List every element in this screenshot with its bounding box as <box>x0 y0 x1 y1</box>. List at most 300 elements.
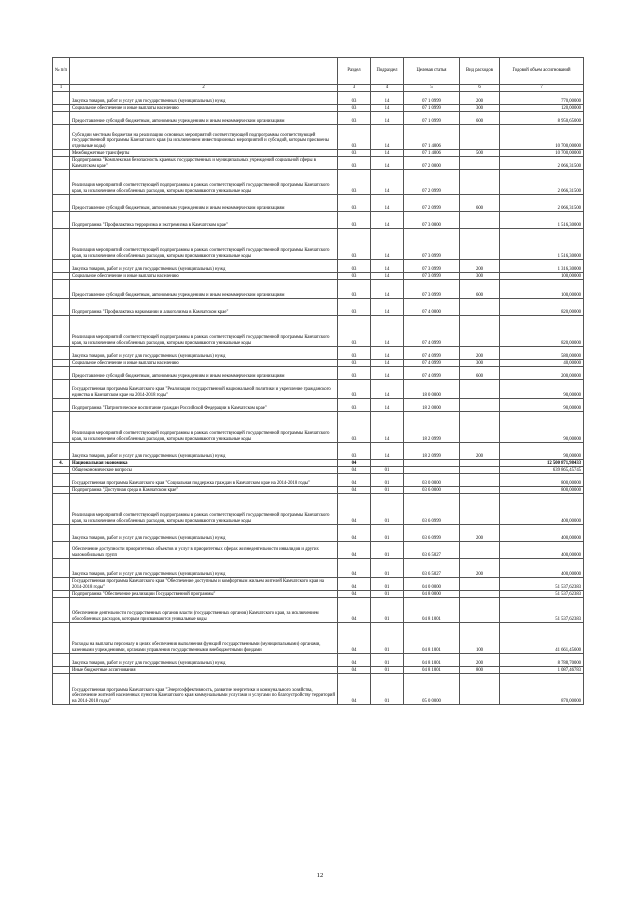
table-row <box>53 591 584 598</box>
cell-target-article: 07 4 0999 <box>404 316 460 347</box>
cell-amount: 100,00000 <box>500 280 584 299</box>
cell-num <box>53 598 70 623</box>
table-row <box>53 380 584 399</box>
cell-expense-type: 600 <box>460 367 500 380</box>
cell-name: Реализация мероприятий соответствующей подпрограммы в рамках соответствующей государственной программы Камчатского края, за исключением обособленных расходов, которым присваиваются уникальные коды <box>70 170 338 195</box>
cell-podrazdel: 14 <box>371 170 404 195</box>
table-row <box>53 460 584 467</box>
cell-name: Межбюджетные трансферты <box>70 150 338 157</box>
table-row <box>53 367 584 380</box>
cell-podrazdel: 01 <box>371 467 404 474</box>
cell-expense-type <box>460 316 500 347</box>
cell-amount: 10 700,00000 <box>500 150 584 157</box>
cell-amount: 800,00000 <box>500 487 584 494</box>
cell-podrazdel <box>371 460 404 467</box>
cell-razdel: 04 <box>338 467 371 474</box>
cell-num <box>53 667 70 674</box>
header-num: № п/п <box>53 58 70 85</box>
cell-name: Подпрограмма "Профилактика терроризма и экстремизма в Камчатском крае" <box>70 212 338 229</box>
cell-name: Подпрограмма "Профилактика наркомании и алкоголизма в Камчатском крае" <box>70 299 338 316</box>
cell-name: Субсидии местным бюджетам на реализацию основных мероприятий соответствующей подпрограммы соответствующей государственной программы Камчатского края (за исключением инвестиционных мероприятий и субсидий, которым присвоены отдельные коды) <box>70 125 338 150</box>
cell-podrazdel: 14 <box>371 299 404 316</box>
cell-name: Социальное обеспечение и иные выплаты населению <box>70 360 338 367</box>
table-row <box>53 654 584 667</box>
cell-target-article: 07 3 0999 <box>404 280 460 299</box>
cell-podrazdel: 01 <box>371 578 404 591</box>
cell-name: Общеэкономические вопросы <box>70 467 338 474</box>
cell-expense-type: 500 <box>460 150 500 157</box>
column-number: 4 <box>371 85 404 92</box>
cell-razdel: 04 <box>338 474 371 487</box>
cell-num <box>53 170 70 195</box>
cell-target-article: 07 2 0000 <box>404 157 460 170</box>
cell-amount: 1 087,46783 <box>500 667 584 674</box>
cell-name: Социальное обеспечение и иные выплаты населению <box>70 105 338 112</box>
table-row <box>53 347 584 360</box>
cell-podrazdel: 14 <box>371 399 404 412</box>
cell-target-article: 04 8 1001 <box>404 623 460 654</box>
cell-razdel: 03 <box>338 443 371 460</box>
page-number: 12 <box>316 872 324 879</box>
cell-podrazdel: 14 <box>371 412 404 443</box>
cell-expense-type: 600 <box>460 195 500 212</box>
cell-amount: 2 066,31500 <box>500 195 584 212</box>
cell-target-article: 03 0 0000 <box>404 474 460 487</box>
cell-amount: 1 516,30000 <box>500 229 584 260</box>
column-number: 3 <box>338 85 371 92</box>
table-row <box>53 157 584 170</box>
cell-podrazdel: 14 <box>371 212 404 229</box>
cell-amount: 1 316,30000 <box>500 260 584 273</box>
cell-target-article: 07 1 4006 <box>404 150 460 157</box>
cell-podrazdel: 14 <box>371 360 404 367</box>
cell-num <box>53 112 70 125</box>
cell-razdel: 03 <box>338 347 371 360</box>
cell-num <box>53 542 70 559</box>
cell-amount: 12 500 871,98433 <box>500 460 584 467</box>
cell-name: Реализация мероприятий соответствующей подпрограммы в рамках соответствующей государственной программы Камчатского края, за исключением обособленных расходов, которым присваиваются уникальные коды <box>70 316 338 347</box>
cell-expense-type <box>460 598 500 623</box>
cell-podrazdel: 01 <box>371 654 404 667</box>
cell-podrazdel: 14 <box>371 229 404 260</box>
cell-razdel: 04 <box>338 591 371 598</box>
cell-num <box>53 280 70 299</box>
cell-amount: 8 950,65000 <box>500 112 584 125</box>
cell-expense-type <box>460 299 500 316</box>
column-number: 7 <box>500 85 584 92</box>
cell-num <box>53 674 70 705</box>
cell-podrazdel: 14 <box>371 273 404 280</box>
cell-amount: 120,00000 <box>500 105 584 112</box>
cell-razdel: 04 <box>338 494 371 525</box>
table-row <box>53 195 584 212</box>
cell-name: Расходы на выплаты персоналу в целях обеспечения выполнения функций государственными (муниципальными) органами, казенными учреждениями, органами управления государственными внебюджетными фондами <box>70 623 338 654</box>
cell-target-article: 07 2 0999 <box>404 170 460 195</box>
cell-target-article: 05 0 0000 <box>404 674 460 705</box>
cell-amount: 870,00000 <box>500 674 584 705</box>
cell-name: Государственная программа Камчатского края "Социальная поддержка граждан в Камчатском крае на 2014-2018 годы" <box>70 474 338 487</box>
cell-name: Иные бюджетные ассигнования <box>70 667 338 674</box>
cell-amount: 40,00000 <box>500 360 584 367</box>
cell-target-article: 18 0 0000 <box>404 380 460 399</box>
cell-expense-type: 300 <box>460 360 500 367</box>
cell-target-article: 18 2 0999 <box>404 412 460 443</box>
cell-expense-type: 200 <box>460 559 500 578</box>
table-row <box>53 170 584 195</box>
cell-target-article: 04 0 0000 <box>404 578 460 591</box>
cell-razdel: 04 <box>338 525 371 542</box>
cell-podrazdel: 14 <box>371 260 404 273</box>
cell-name: Национальная экономика <box>70 460 338 467</box>
table-row <box>53 412 584 443</box>
cell-name: Государственная программа Камчатского края "Обеспечение доступным и комфортным жильем жителей Камчатского края на 2014-2018 годы" <box>70 578 338 591</box>
cell-target-article: 07 4 0999 <box>404 360 460 367</box>
header-name <box>70 58 338 85</box>
cell-num <box>53 195 70 212</box>
cell-amount: 51 537,62383 <box>500 598 584 623</box>
cell-name: Предоставление субсидий бюджетным, автономным учреждениям и иным некоммерческим организациям <box>70 112 338 125</box>
table-row <box>53 280 584 299</box>
cell-razdel: 03 <box>338 229 371 260</box>
cell-num <box>53 105 70 112</box>
cell-razdel: 04 <box>338 542 371 559</box>
cell-name: Закупка товаров, работ и услуг для государственных (муниципальных) нужд <box>70 525 338 542</box>
cell-razdel: 03 <box>338 92 371 105</box>
cell-name: Предоставление субсидий бюджетным, автономным учреждениям и иным некоммерческим организациям <box>70 280 338 299</box>
cell-razdel: 03 <box>338 299 371 316</box>
cell-amount: 820,00000 <box>500 299 584 316</box>
cell-expense-type <box>460 578 500 591</box>
table-row <box>53 623 584 654</box>
cell-name: Закупка товаров, работ и услуг для государственных (муниципальных) нужд <box>70 654 338 667</box>
cell-name: Подпрограмма "Комплексная безопасность краевых государственных и муниципальных учреждений социальной сферы в Камчатском крае" <box>70 157 338 170</box>
table-row <box>53 399 584 412</box>
cell-expense-type <box>460 474 500 487</box>
cell-amount: 90,00000 <box>500 399 584 412</box>
cell-num <box>53 467 70 474</box>
cell-podrazdel: 14 <box>371 195 404 212</box>
table-row <box>53 525 584 542</box>
cell-name: Реализация мероприятий соответствующей подпрограммы в рамках соответствующей государственной программы Камчатского края, за исключением обособленных расходов, которым присваиваются уникальные коды <box>70 494 338 525</box>
cell-amount: 51 537,62383 <box>500 591 584 598</box>
table-row <box>53 260 584 273</box>
cell-name: Обеспечение деятельности государственных органов власти (государственных органов) Камчатского края, за исключением обособленных расходов, которым присваиваются уникальные коды <box>70 598 338 623</box>
column-number: 5 <box>404 85 460 92</box>
cell-podrazdel: 14 <box>371 112 404 125</box>
cell-amount: 90,00000 <box>500 443 584 460</box>
cell-expense-type <box>460 212 500 229</box>
cell-podrazdel: 14 <box>371 125 404 150</box>
cell-target-article: 03 6 0999 <box>404 525 460 542</box>
cell-name: Реализация мероприятий соответствующей подпрограммы в рамках соответствующей государственной программы Камчатского края, за исключением обособленных расходов, которым присваиваются уникальные коды <box>70 412 338 443</box>
cell-razdel: 03 <box>338 105 371 112</box>
cell-razdel: 04 <box>338 667 371 674</box>
cell-target-article: 07 1 0999 <box>404 92 460 105</box>
table-body <box>53 92 584 705</box>
cell-num <box>53 494 70 525</box>
cell-podrazdel: 14 <box>371 280 404 299</box>
table-row <box>53 316 584 347</box>
cell-name: Закупка товаров, работ и услуг для государственных (муниципальных) нужд <box>70 92 338 105</box>
cell-name: Обеспечение доступности приоритетных объектов и услуг в приоритетных сферах жизнедеятельности инвалидов и других маломобильных групп <box>70 542 338 559</box>
cell-target-article: 03 6 0999 <box>404 494 460 525</box>
cell-amount: 820,00000 <box>500 316 584 347</box>
cell-name: Закупка товаров, работ и услуг для государственных (муниципальных) нужд <box>70 347 338 360</box>
cell-amount: 639 865,45745 <box>500 467 584 474</box>
cell-amount: 200,00000 <box>500 367 584 380</box>
cell-target-article: 07 1 4006 <box>404 125 460 150</box>
cell-name: Закупка товаров, работ и услуг для государственных (муниципальных) нужд <box>70 559 338 578</box>
cell-expense-type: 200 <box>460 92 500 105</box>
cell-expense-type <box>460 125 500 150</box>
table-row <box>53 299 584 316</box>
cell-podrazdel: 01 <box>371 667 404 674</box>
cell-name: Подпрограмма "Обеспечение реализации Государственной программы" <box>70 591 338 598</box>
cell-expense-type: 600 <box>460 280 500 299</box>
header-podrazdel: Подраздел <box>371 58 404 85</box>
cell-target-article: 07 4 0999 <box>404 367 460 380</box>
cell-amount: 2 066,31500 <box>500 170 584 195</box>
cell-name: Государственная программа Камчатского края "Энергоэффективность, развитие энергетики и коммунального хозяйства, обеспечение жителей населенных пунктов Камчатского края коммунальными услугами и услугами по благоустройству территорий на 2014-2018 годы" <box>70 674 338 705</box>
cell-target-article: 04 8 0000 <box>404 591 460 598</box>
cell-podrazdel: 14 <box>371 367 404 380</box>
header-razdel: Раздел <box>338 58 371 85</box>
table-row <box>53 273 584 280</box>
cell-num <box>53 299 70 316</box>
cell-amount: 770,00000 <box>500 92 584 105</box>
cell-amount: 400,00000 <box>500 494 584 525</box>
cell-num <box>53 578 70 591</box>
cell-target-article: 04 8 1001 <box>404 667 460 674</box>
table-row <box>53 578 584 591</box>
cell-razdel: 04 <box>338 460 371 467</box>
column-number: 1 <box>53 85 70 92</box>
table-row <box>53 542 584 559</box>
cell-podrazdel: 01 <box>371 542 404 559</box>
cell-podrazdel: 01 <box>371 559 404 578</box>
cell-razdel: 03 <box>338 367 371 380</box>
cell-num <box>53 559 70 578</box>
cell-amount: 800,00000 <box>500 474 584 487</box>
cell-num <box>53 360 70 367</box>
cell-expense-type <box>460 542 500 559</box>
cell-razdel: 03 <box>338 316 371 347</box>
table-row <box>53 150 584 157</box>
cell-expense-type: 200 <box>460 525 500 542</box>
cell-name: Подпрограмма "Патриотическое воспитание граждан Российской Федерации в Камчатском крае" <box>70 399 338 412</box>
table-row <box>53 105 584 112</box>
cell-expense-type <box>460 494 500 525</box>
cell-razdel: 03 <box>338 195 371 212</box>
cell-podrazdel: 14 <box>371 105 404 112</box>
cell-num <box>53 623 70 654</box>
cell-amount: 400,00000 <box>500 525 584 542</box>
cell-razdel: 04 <box>338 487 371 494</box>
table-row <box>53 125 584 150</box>
cell-expense-type: 600 <box>460 112 500 125</box>
cell-expense-type <box>460 157 500 170</box>
column-number: 6 <box>460 85 500 92</box>
cell-podrazdel: 14 <box>371 157 404 170</box>
cell-num <box>53 525 70 542</box>
cell-expense-type <box>460 460 500 467</box>
cell-podrazdel: 14 <box>371 443 404 460</box>
cell-razdel: 03 <box>338 112 371 125</box>
table-row <box>53 467 584 474</box>
table-row <box>53 443 584 460</box>
cell-name: Предоставление субсидий бюджетным, автономным учреждениям и иным некоммерческим организациям <box>70 367 338 380</box>
cell-razdel: 04 <box>338 598 371 623</box>
cell-podrazdel: 14 <box>371 316 404 347</box>
cell-razdel: 03 <box>338 125 371 150</box>
cell-expense-type <box>460 399 500 412</box>
cell-num <box>53 654 70 667</box>
cell-podrazdel: 01 <box>371 474 404 487</box>
cell-podrazdel: 01 <box>371 525 404 542</box>
cell-num <box>53 229 70 260</box>
cell-razdel: 03 <box>338 412 371 443</box>
cell-expense-type <box>460 674 500 705</box>
cell-num <box>53 92 70 105</box>
cell-expense-type: 200 <box>460 260 500 273</box>
table-row <box>53 674 584 705</box>
cell-expense-type <box>460 467 500 474</box>
cell-num <box>53 591 70 598</box>
cell-podrazdel: 14 <box>371 150 404 157</box>
cell-target-article: 07 4 0000 <box>404 299 460 316</box>
cell-num <box>53 347 70 360</box>
cell-razdel: 04 <box>338 559 371 578</box>
cell-amount: 1 516,30000 <box>500 212 584 229</box>
cell-expense-type: 300 <box>460 273 500 280</box>
cell-target-article: 07 3 0999 <box>404 260 460 273</box>
cell-target-article: 04 8 1001 <box>404 654 460 667</box>
cell-target-article: 04 8 1001 <box>404 598 460 623</box>
cell-amount: 8 788,70000 <box>500 654 584 667</box>
cell-target-article: 03 6 5027 <box>404 559 460 578</box>
cell-num <box>53 443 70 460</box>
cell-amount: 400,00000 <box>500 542 584 559</box>
table-row <box>53 229 584 260</box>
cell-razdel: 03 <box>338 280 371 299</box>
cell-razdel: 03 <box>338 170 371 195</box>
cell-amount: 41 661,45600 <box>500 623 584 654</box>
cell-num <box>53 157 70 170</box>
cell-num <box>53 260 70 273</box>
cell-razdel: 04 <box>338 623 371 654</box>
table-header-row <box>53 58 584 85</box>
cell-amount: 90,00000 <box>500 380 584 399</box>
cell-amount: 90,00000 <box>500 412 584 443</box>
cell-name: Социальное обеспечение и иные выплаты населению <box>70 273 338 280</box>
cell-target-article <box>404 467 460 474</box>
header-expense-type: Вид расходов <box>460 58 500 85</box>
cell-num <box>53 316 70 347</box>
cell-target-article <box>404 460 460 467</box>
cell-expense-type <box>460 170 500 195</box>
cell-name: Закупка товаров, работ и услуг для государственных (муниципальных) нужд <box>70 443 338 460</box>
cell-razdel: 04 <box>338 654 371 667</box>
cell-target-article: 07 3 0000 <box>404 212 460 229</box>
cell-target-article: 07 1 0999 <box>404 112 460 125</box>
table-row <box>53 559 584 578</box>
cell-num <box>53 474 70 487</box>
cell-expense-type: 200 <box>460 654 500 667</box>
table-row <box>53 487 584 494</box>
cell-target-article: 18 2 0000 <box>404 399 460 412</box>
cell-target-article: 07 1 0999 <box>404 105 460 112</box>
cell-num <box>53 150 70 157</box>
cell-podrazdel: 01 <box>371 591 404 598</box>
cell-name: Предоставление субсидий бюджетным, автономным учреждениям и иным некоммерческим организациям <box>70 195 338 212</box>
cell-razdel: 03 <box>338 273 371 280</box>
cell-razdel: 03 <box>338 212 371 229</box>
cell-expense-type <box>460 412 500 443</box>
cell-target-article: 07 2 0999 <box>404 195 460 212</box>
cell-num <box>53 412 70 443</box>
cell-expense-type <box>460 487 500 494</box>
cell-num <box>53 212 70 229</box>
cell-expense-type: 200 <box>460 443 500 460</box>
table-row <box>53 474 584 487</box>
cell-expense-type: 300 <box>460 105 500 112</box>
cell-podrazdel: 01 <box>371 494 404 525</box>
cell-podrazdel: 01 <box>371 598 404 623</box>
cell-num <box>53 399 70 412</box>
cell-target-article: 07 4 0999 <box>404 347 460 360</box>
cell-podrazdel: 01 <box>371 674 404 705</box>
cell-name: Реализация мероприятий соответствующей подпрограммы в рамках соответствующей государственной программы Камчатского края, за исключением обособленных расходов, которым присваиваются уникальные коды <box>70 229 338 260</box>
cell-amount: 580,00000 <box>500 347 584 360</box>
table-row <box>53 667 584 674</box>
table-row <box>53 494 584 525</box>
header-target-article: Целевая статья <box>404 58 460 85</box>
cell-expense-type <box>460 591 500 598</box>
cell-target-article: 03 6 5027 <box>404 542 460 559</box>
cell-num <box>53 125 70 150</box>
cell-razdel: 03 <box>338 150 371 157</box>
table-row <box>53 112 584 125</box>
table-row <box>53 212 584 229</box>
budget-table <box>52 57 584 705</box>
cell-razdel: 03 <box>338 360 371 367</box>
cell-num <box>53 487 70 494</box>
cell-target-article: 18 2 0999 <box>404 443 460 460</box>
cell-amount: 10 700,00000 <box>500 125 584 150</box>
cell-podrazdel: 14 <box>371 92 404 105</box>
cell-name: Государственная программа Камчатского края "Реализация государственной национальной политики и укрепление гражданского единства в Камчатском крае на 2014-2018 годы" <box>70 380 338 399</box>
cell-razdel: 03 <box>338 399 371 412</box>
cell-amount: 2 066,31500 <box>500 157 584 170</box>
cell-name: Закупка товаров, работ и услуг для государственных (муниципальных) нужд <box>70 260 338 273</box>
cell-razdel: 03 <box>338 260 371 273</box>
cell-name: Подпрограмма "Доступная среда в Камчатском крае" <box>70 487 338 494</box>
header-annual-volume: Годовой объем ассигнований <box>500 58 584 85</box>
cell-podrazdel: 14 <box>371 380 404 399</box>
table-row <box>53 92 584 105</box>
cell-num: 4. <box>53 460 70 467</box>
cell-amount: 400,00000 <box>500 559 584 578</box>
cell-target-article: 07 3 0999 <box>404 273 460 280</box>
cell-expense-type <box>460 380 500 399</box>
cell-num <box>53 380 70 399</box>
cell-target-article: 07 3 0999 <box>404 229 460 260</box>
cell-razdel: 03 <box>338 157 371 170</box>
cell-num <box>53 273 70 280</box>
cell-amount: 51 537,62383 <box>500 578 584 591</box>
cell-num <box>53 367 70 380</box>
cell-podrazdel: 01 <box>371 623 404 654</box>
